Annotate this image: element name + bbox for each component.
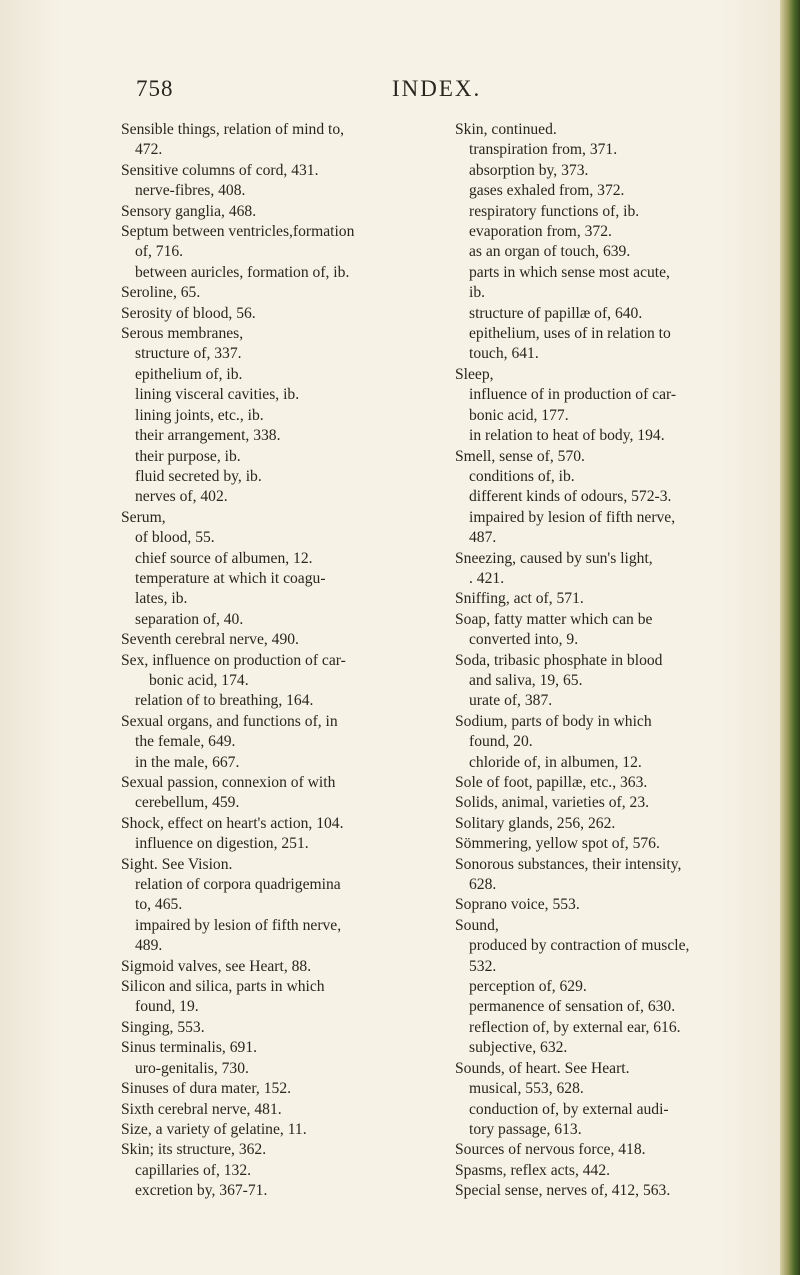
index-entry: Soprano voice, 553. (455, 896, 580, 914)
index-entry: Seventh cerebral nerve, 490. (121, 631, 299, 649)
index-entry: parts in which sense most acute, (469, 263, 670, 281)
index-entry: . 421. (469, 569, 505, 587)
index-column-right (455, 120, 773, 1202)
index-entry: Soap, fatty matter which can be (455, 610, 653, 628)
index-entry: cerebellum, 459. (135, 794, 240, 812)
index-entry: of, 716. (135, 243, 184, 261)
index-entry: 532. (469, 957, 497, 975)
index-entry: urate of, 387. (469, 692, 553, 710)
index-entry: chief source of albumen, 12. (135, 549, 313, 567)
index-entry: Size, a variety of gelatine, 11. (121, 1120, 307, 1138)
index-entry: converted into, 9. (469, 631, 579, 649)
index-entry: Spasms, reflex acts, 442. (455, 1161, 611, 1179)
index-entry: touch, 641. (469, 345, 539, 363)
index-entry: Sömmering, yellow spot of, 576. (455, 835, 660, 853)
index-entry: and saliva, 19, 65. (469, 671, 583, 689)
index-entry: ib. (469, 284, 486, 302)
index-entry: Sounds, of heart. See Heart. (455, 1059, 630, 1077)
index-entry: the female, 649. (135, 733, 236, 751)
running-head: INDEX. (392, 76, 482, 101)
index-entry: capillaries of, 132. (135, 1161, 252, 1179)
index-entry: Sex, influence on production of car- (121, 651, 346, 669)
index-entry: perception of, 629. (469, 978, 587, 996)
index-entry: epithelium, uses of in relation to (469, 325, 671, 343)
index-entry: lates, ib. (135, 590, 188, 608)
book-spine-edge (780, 0, 800, 1275)
page-number: 758 (136, 76, 174, 101)
index-entry: found, 19. (135, 998, 199, 1016)
index-entry: found, 20. (469, 733, 533, 751)
index-entry: Sinus terminalis, 691. (121, 1039, 258, 1057)
index-entry: Serum, (121, 508, 166, 526)
index-entry: Sleep, (455, 365, 494, 383)
index-entry: Sixth cerebral nerve, 481. (121, 1100, 282, 1118)
index-entry: impaired by lesion of fifth nerve, (135, 916, 342, 934)
index-entry: Serous membranes, (121, 325, 244, 343)
index-entry: to, 465. (135, 896, 183, 914)
index-entry: Soda, tribasic phosphate in blood (455, 651, 663, 669)
index-entry: Serosity of blood, 56. (121, 304, 256, 322)
index-entry: Sneezing, caused by sun's light, (455, 549, 653, 567)
page-header (0, 76, 780, 106)
index-entry: reflection of, by external ear, 616. (469, 1018, 681, 1036)
index-entry: produced by contraction of muscle, (469, 937, 690, 955)
index-entry: Sonorous substances, their intensity, (455, 855, 682, 873)
index-entry: Seroline, 65. (121, 284, 201, 302)
index-entry: 472. (135, 141, 163, 159)
index-entry: Silicon and silica, parts in which (121, 978, 325, 996)
index-entry: gases exhaled from, 372. (469, 182, 625, 200)
index-entry: their purpose, ib. (135, 447, 241, 465)
index-entry: conditions of, ib. (469, 467, 575, 485)
index-entry: tory passage, 613. (469, 1120, 582, 1138)
index-entry: in relation to heat of body, 194. (469, 427, 665, 445)
index-entry: Sinuses of dura mater, 152. (121, 1080, 292, 1098)
index-entry: their arrangement, 338. (135, 427, 281, 445)
index-entry: Sources of nervous force, 418. (455, 1141, 646, 1159)
index-entry: influence on digestion, 251. (135, 835, 309, 853)
index-entry: Solitary glands, 256, 262. (455, 814, 616, 832)
index-entry: subjective, 632. (469, 1039, 568, 1057)
index-entry: separation of, 40. (135, 610, 244, 628)
index-entry: permanence of sensation of, 630. (469, 998, 676, 1016)
index-entry: excretion by, 367-71. (135, 1182, 268, 1200)
index-entry: 628. (469, 876, 497, 894)
index-entry: absorption by, 373. (469, 161, 589, 179)
index-entry: Solids, animal, varieties of, 23. (455, 794, 650, 812)
index-entry: evaporation from, 372. (469, 223, 612, 241)
index-entry: 487. (469, 529, 497, 547)
index-entry: respiratory functions of, ib. (469, 202, 640, 220)
index-entry: Sensory ganglia, 468. (121, 202, 257, 220)
index-entry: impaired by lesion of fifth nerve, (469, 508, 676, 526)
index-entry: Sexual passion, connexion of with (121, 774, 336, 791)
index-entry: Sexual organs, and functions of, in (121, 712, 338, 730)
index-entry: Sodium, parts of body in which (455, 712, 652, 730)
index-entry: temperature at which it coagu- (135, 569, 326, 587)
index-entry: Skin; its structure, 362. (121, 1141, 267, 1159)
index-entry: bonic acid, 174. (149, 671, 249, 689)
index-entry: Skin, continued. (455, 121, 557, 138)
index-entry: Sensitive columns of cord, 431. (121, 161, 319, 179)
index-entry: Sight. See Vision. (121, 855, 233, 873)
index-entry: Septum between ventricles,formation (121, 223, 355, 241)
index-entry: transpiration from, 371. (469, 141, 618, 159)
index-entry: as an organ of touch, 639. (469, 243, 631, 261)
index-entry: Sniffing, act of, 571. (455, 590, 584, 608)
index-entry: between auricles, formation of, ib. (135, 263, 350, 281)
index-entry: in the male, 667. (135, 753, 240, 771)
index-entry: Sigmoid valves, see Heart, 88. (121, 957, 312, 975)
index-entry: musical, 553, 628. (469, 1080, 584, 1098)
index-entry: relation of to breathing, 164. (135, 692, 314, 710)
index-entry: Singing, 553. (121, 1018, 205, 1036)
index-entry: Sound, (455, 916, 499, 934)
index-entry: influence of in production of car- (469, 386, 677, 404)
index-entry: uro-genitalis, 730. (135, 1059, 249, 1077)
index-entry: nerves of, 402. (135, 488, 228, 506)
index-entry: nerve-fibres, 408. (135, 182, 246, 200)
index-entry: Sensible things, relation of mind to, (121, 121, 345, 138)
index-entry: Sole of foot, papillæ, etc., 363. (455, 774, 648, 791)
index-entry: 489. (135, 937, 163, 955)
index-entry: Special sense, nerves of, 412, 563. (455, 1182, 671, 1200)
index-entry: bonic acid, 177. (469, 406, 569, 424)
index-entry: structure of papillæ of, 640. (469, 304, 643, 322)
index-entry: relation of corpora quadrigemina (135, 876, 341, 894)
index-entry: lining joints, etc., ib. (135, 406, 264, 424)
index-entry: Shock, effect on heart's action, 104. (121, 814, 344, 832)
index-entry: chloride of, in albumen, 12. (469, 753, 642, 771)
index-entry: fluid secreted by, ib. (135, 467, 262, 485)
index-entry: Smell, sense of, 570. (455, 447, 585, 465)
index-column-left (121, 120, 439, 1202)
index-entry: different kinds of odours, 572-3. (469, 488, 672, 506)
index-entry: conduction of, by external audi- (469, 1100, 669, 1118)
index-entry: of blood, 55. (135, 529, 215, 547)
index-entry: epithelium of, ib. (135, 365, 243, 383)
index-entry: lining visceral cavities, ib. (135, 386, 300, 404)
index-entry: structure of, 337. (135, 345, 242, 363)
